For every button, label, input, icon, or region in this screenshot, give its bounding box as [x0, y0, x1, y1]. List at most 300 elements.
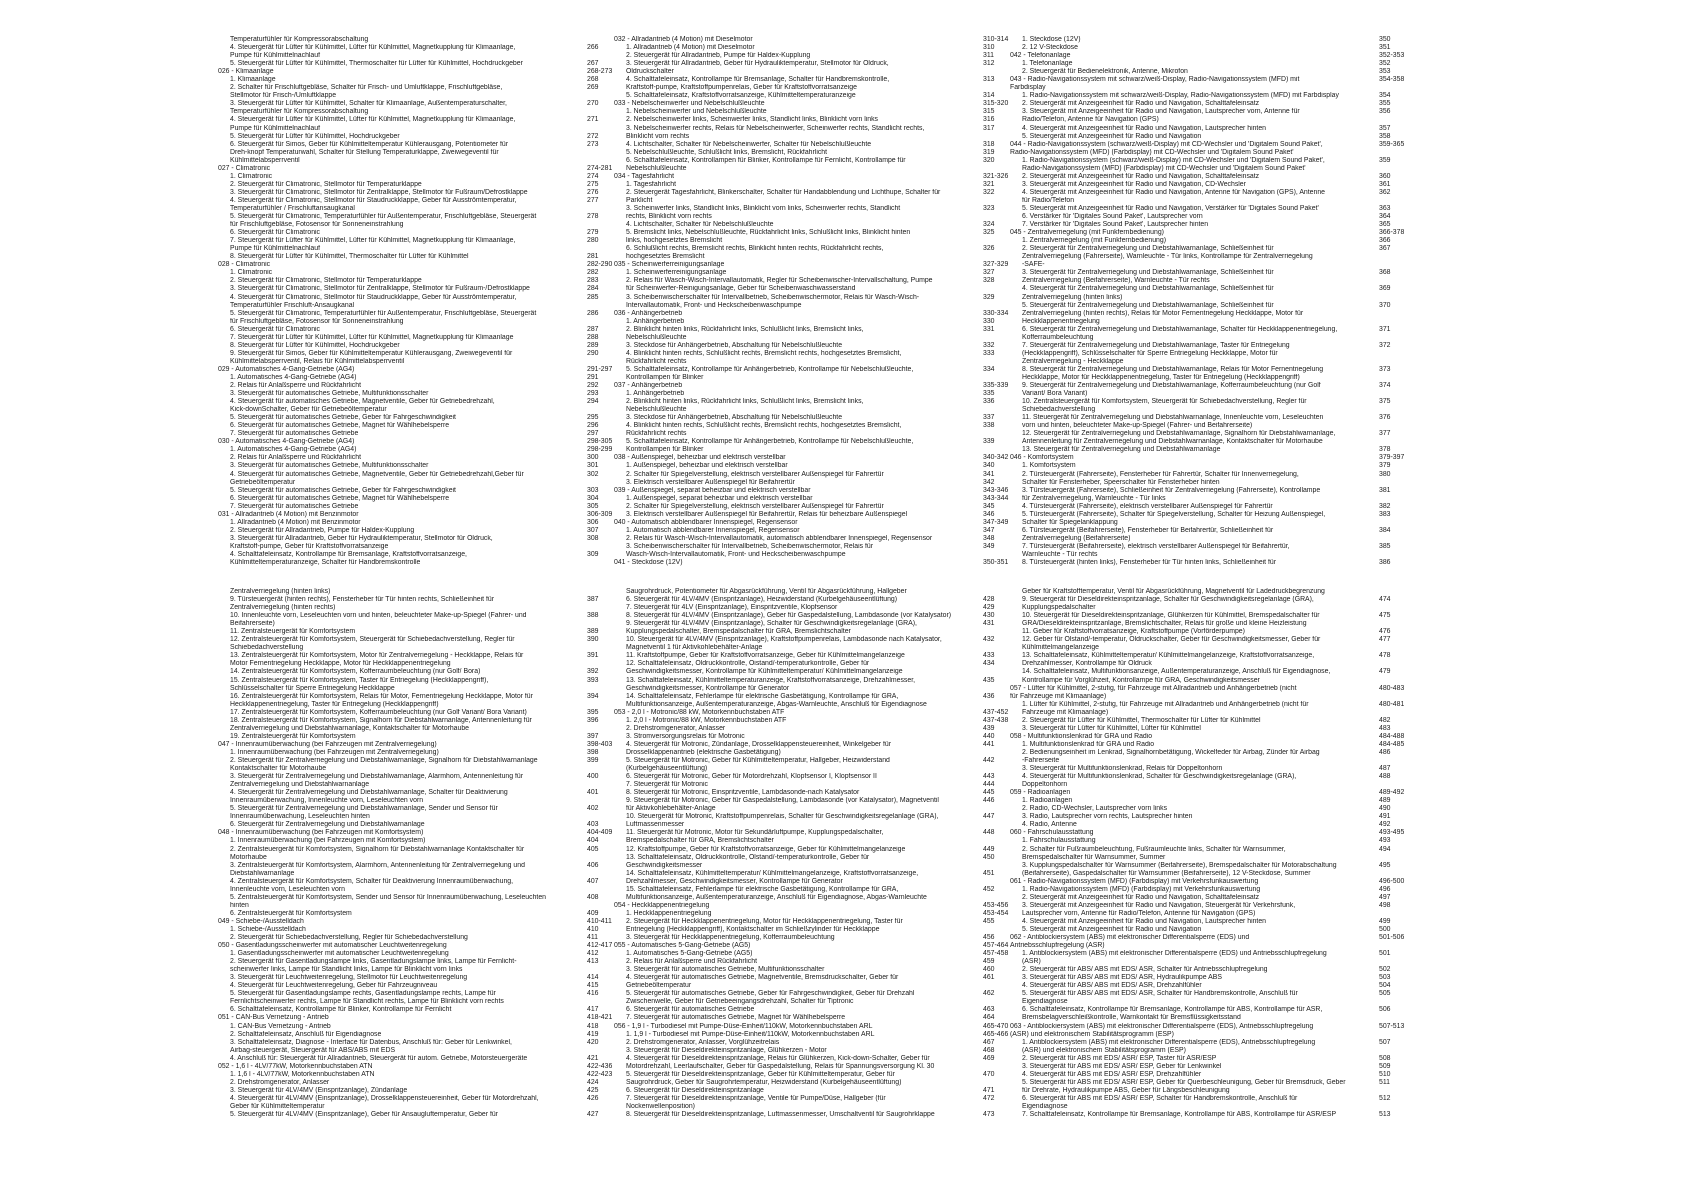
- page-number: 507-513: [1379, 1022, 1405, 1030]
- page-number: 476: [1379, 628, 1391, 636]
- entry-title: 5. Steuergerät für Dieseldirekteinspritzanlage, Geber für Kühlmitteltemperatur, Geber für: [626, 1070, 895, 1078]
- entry-title: 2. Steuergerät für Allradantrieb, Pumpe für Haldex-Kupplung: [626, 52, 811, 60]
- page-number: 472: [983, 1094, 995, 1102]
- toc-entry-row: [218, 628, 623, 636]
- page-number: 435: [983, 676, 995, 684]
- page-number: 297: [587, 430, 599, 438]
- page-number: [1379, 1087, 1415, 1095]
- page-number: 281: [587, 253, 599, 261]
- toc-entry-row: [1010, 479, 1415, 487]
- page-number: 506: [1379, 1006, 1391, 1014]
- entry-title: Stellmotor für Frisch-/Umluftklappe: [230, 92, 337, 100]
- toc-entry-row: [614, 422, 1019, 430]
- page-number: 456: [983, 934, 995, 942]
- toc-column-3: [1010, 36, 1415, 567]
- page-number: 406: [587, 861, 599, 869]
- page-number: 386: [1379, 559, 1391, 567]
- entry-title: 5. Steuergerät für Climatronic, Temperaturfühler für Außentemperatur, Frischluftgebläse, Steuergerät: [230, 213, 537, 221]
- page-number: [1379, 1103, 1415, 1111]
- toc-entry-row: [1010, 511, 1415, 519]
- toc-entry-row: [218, 717, 623, 725]
- toc-entry-row: [1010, 559, 1415, 567]
- toc-entry-row: [1010, 781, 1415, 789]
- page-number: 362: [1379, 188, 1391, 196]
- entry-title: 3. Steuergerät für Zentralverriegelung und Diebstahlwarnanlage, Alarmhorn, Antennenleitung für: [230, 773, 524, 781]
- toc-entry-row: [1010, 821, 1415, 829]
- entry-title: 4. Zentralsteuergerät für Komfortsystem, Schalter für Deaktivierung Innenraumüberwachung,: [230, 877, 514, 885]
- page-number: 484-488: [1379, 732, 1405, 740]
- toc-entry-row: [218, 213, 623, 221]
- toc-entry-row: [218, 982, 623, 990]
- toc-entry-row: [1010, 588, 1415, 596]
- entry-title: 3. Steckdose für Anhängerbetrieb, Abschaltung für Nebelschlußleuchte: [626, 341, 843, 349]
- entry-title: 4. Steuergerät für ABS mit EDS/ ASR/ ESP, Drehzahlfühler: [1022, 1070, 1202, 1078]
- section-title: 029 - Automatisches 4-Gang-Getriebe (AG4): [218, 365, 355, 373]
- entry-title: 1. CAN-Bus Vernetzung - Antrieb: [230, 1022, 331, 1030]
- section-title: 052 - 1,6 l - 4LV/77kW, Motorkennbuchstaben ATN: [218, 1062, 373, 1070]
- page-number: [1379, 479, 1415, 487]
- entry-title: 2. Schalter für Spiegelverstellung, elektrisch verstellbarer Außenspiegel für Fahrertür: [626, 502, 884, 510]
- page-number: 279: [587, 229, 599, 237]
- entry-title: Radio/Telefon, Antenne für Navigation (GPS): [1022, 116, 1159, 124]
- page-number: 268: [587, 76, 599, 84]
- page-number: 349: [983, 542, 995, 550]
- page-number: 270: [587, 100, 599, 108]
- entry-title: 2. Relais für Anlaßsperre und Rückfahrlicht: [230, 382, 361, 390]
- entry-title: für Frischluftgebläse, Fotosensor für Sonneneinstrahlung: [230, 317, 404, 325]
- page-number: 273: [587, 140, 599, 148]
- entry-title: Schiebedachverstellung: [230, 644, 304, 652]
- page-number: 380: [1379, 470, 1391, 478]
- page-number: 286: [587, 309, 599, 317]
- page-number: 404: [587, 837, 599, 845]
- entry-title: 11. Steuergerät für Zentralverriegelung und Diebstahlwarnanlage, Innenleuchte vorn, Leseleuchten: [1022, 414, 1324, 422]
- entry-title: 13. Zentralsteuergerät für Komfortsystem, Motor für Zentralverriegelung - Heckklappe, Relais für: [230, 652, 524, 660]
- page-number: 376: [1379, 414, 1391, 422]
- page-number: 379-397: [1379, 454, 1405, 462]
- entry-title: 5. Steuergerät für ABS mit EDS/ ASR/ ESP, Geber für Querbeschleunigung, Geber für Bremsdruck, Geber: [1022, 1078, 1346, 1086]
- toc-section-row: [614, 310, 1019, 318]
- toc-entry-row: [614, 390, 1019, 398]
- page-number: 310-314: [983, 36, 1009, 43]
- toc-entry-row: [614, 797, 1019, 805]
- page-number: 268-273: [587, 68, 613, 76]
- entry-title: Nebelschlußleuchte: [626, 333, 687, 341]
- entry-title: Multifunktionsanzeige, Außentemperaturanzeige, Anschluß für Eigendiagnose, Abgas-Warnleuchte: [626, 893, 927, 901]
- page-number: 395: [587, 708, 599, 716]
- entry-title: 3. Steuergerät mit Anzeigeeinheit für Radio und Navigation, Lautsprecher vorn, Antenne für: [1022, 108, 1300, 116]
- entry-title: 2. Bedienungseinheit im Lenkrad, Signalhornbetätigung, Wickelfeder für Airbag, Zünder für Airbag: [1022, 748, 1320, 756]
- entry-title: Innenleuchte vorn, Leseleuchten vorn: [230, 885, 345, 893]
- page-number: [1379, 1047, 1415, 1055]
- entry-title: 9. Türsteuergerät (hinten rechts), Fensterheber für Tür hinten rechts, Schließeinheit für: [230, 596, 495, 604]
- toc-entry-row: [218, 789, 623, 797]
- toc-entry-row: [218, 636, 623, 644]
- entry-title: 1. Telefonanlage: [1022, 60, 1073, 68]
- page-number: 304: [587, 494, 599, 502]
- entry-title: Zentralverriegelung und Diebstahlwarnanlage: [230, 781, 370, 789]
- entry-title: 3. Kupplungspedalschalter für Warnsummer (Beifahrerseite), Bremspedalschalter für Motorabschaltung: [1022, 861, 1337, 869]
- page-number: 385: [1379, 542, 1391, 550]
- entry-title: 13. Steuergerät für Zentralverriegelung und Diebstahlwarnanlage: [1022, 446, 1221, 454]
- page-number: 325: [983, 229, 995, 237]
- entry-title: (Kurbelgehäuseentlüftung): [626, 765, 708, 773]
- page-number: 335-339: [983, 382, 1009, 390]
- entry-title: Kick-downSchalter, Geber für Getriebeöltemperatur: [230, 406, 387, 414]
- entry-title: 1. Gasentladungsscheinwerfer mit automatischer Leuchtweitenregelung: [230, 950, 449, 958]
- page-number: 315: [983, 108, 995, 116]
- toc-section-row: [614, 454, 1019, 462]
- page-number: 284: [587, 285, 599, 293]
- toc-entry-row: [1010, 894, 1415, 902]
- toc-entry-row: [218, 358, 623, 366]
- toc-entry-row: [218, 116, 623, 124]
- entry-title: 1. Automatisch abblendbarer Innenspiegel, Regensensor: [626, 526, 800, 534]
- toc-entry-row: [1010, 886, 1415, 894]
- toc-entry-row: [1010, 773, 1415, 781]
- entry-title: 4. Schalttafeleinsatz, Kontrollampe für Bremsanlage, Schalter für Handbremskontrolle,: [626, 76, 890, 84]
- toc-entry-row: [218, 229, 623, 237]
- page-number: 337: [983, 414, 995, 422]
- page-number: 330: [983, 317, 995, 325]
- toc-section-row: [218, 165, 623, 173]
- entry-title: 14. Schalttafeleinsatz, Kühlmitteltemperatur/ Kühlmittelmangelanzeige, Kraftstoffvorratsanzeige,: [626, 869, 919, 877]
- toc-section-row: [614, 559, 1019, 567]
- toc-entry-row: [1010, 205, 1415, 213]
- entry-title: 7. Steuergerät für Lüfter für Kühlmittel, Lüfter für Kühlmittel, Magnetkupplung für Klimaanlage,: [230, 237, 516, 245]
- entry-title: Heckklappenentriegelung: [1022, 317, 1100, 325]
- entry-title: 1. Anhängerbetrieb: [626, 390, 685, 398]
- entry-title: 6. Schalttafeleinsatz, Kontrollampen für Blinker, Kontrollampe für Fernlicht, Kontrollampe für: [626, 156, 906, 164]
- toc-entry-row: [218, 495, 623, 503]
- page-number: 296: [587, 422, 599, 430]
- entry-title: 2. Relais für Anlaßsperre und Rückfahrlicht: [230, 454, 361, 462]
- page-number: 341: [983, 470, 995, 478]
- entry-title: 5. Türsteuergerät (Fahrerseite), Schalter für Spiegelverstellung, Schalter für Heizung Außenspiegel,: [1022, 510, 1326, 518]
- page-number: 328: [983, 277, 995, 285]
- entry-title: Zentralverriegelung (Fahrerseite), Warnleuchte - Tür links, Kontrollampe für Zentralverriegelung: [1022, 253, 1313, 261]
- toc-entry-row: [1010, 926, 1415, 934]
- page-number: 360: [1379, 172, 1391, 180]
- page-number: 397: [587, 732, 599, 740]
- entry-title: 4. Lichtschalter, Schalter für Nebelschlußleuchte: [626, 221, 774, 229]
- page-number: 322: [983, 188, 995, 196]
- entry-title: 7. Steuergerät für Dieseldirekteinspritzanlage, Ventile für Pumpe/Düse, Hallgeber (für: [626, 1094, 886, 1102]
- toc-entry-row: [1010, 157, 1415, 165]
- toc-entry-row: [614, 334, 1019, 342]
- entry-title: 4. Lichtschalter, Schalter für Nebelscheinwerfer, Schalter für Nebelschlußleuchte: [626, 140, 872, 148]
- page-number: 393: [587, 676, 599, 684]
- toc-entry-row: [218, 821, 623, 829]
- entry-title: 2. Steuergerät Tagesfahrlicht, Blinkerschalter, Schalter für Handabblendung und Lichthupe, Schalter für: [626, 188, 941, 196]
- toc-entry-row: [1010, 285, 1415, 293]
- toc-entry-row: [1010, 462, 1415, 470]
- entry-title: 11. Zentralsteuergerät für Komfortsystem: [230, 628, 356, 636]
- entry-title: 11. Kraftstoffpumpe, Geber für Kraftstoffvorratsanzeige, Geber für Kühlmittelmangelanzeige: [626, 652, 905, 660]
- page-number: 462: [983, 990, 995, 998]
- entry-title: 2. Türsteuergerät (Fahrerseite), Fensterheber für Fahrertür, Schalter für Innenverriegelung,: [1022, 470, 1299, 478]
- page-number: 354-358: [1379, 76, 1405, 84]
- entry-title: Multifunktionsanzeige, Außentemperaturanzeige, Abgas-Warnleuchte, Anschluß für Eigendiagnose: [626, 700, 927, 708]
- section-title: 038 - Außenspiegel, beheizbar und elektrisch verstellbar: [614, 454, 786, 462]
- toc-entry-row: [1010, 100, 1415, 108]
- page-number: 464: [983, 1014, 995, 1022]
- toc-section-row: [614, 519, 1019, 527]
- page-number: 489-492: [1379, 789, 1405, 797]
- page-number: 302: [587, 470, 599, 478]
- page-number: 293: [587, 390, 599, 398]
- toc-entry-row: [614, 846, 1019, 854]
- page-number: 347-349: [983, 518, 1009, 526]
- toc-entry-row: [218, 1039, 623, 1047]
- entry-title: 6. Steuergerät für automatisches Getriebe: [626, 1006, 755, 1014]
- entry-title: rechts, Blinklicht vorn rechts: [626, 213, 712, 221]
- toc-section-row: [1010, 934, 1415, 942]
- toc-entry-row: [614, 982, 1019, 990]
- entry-title: 6. Steuergerät für automatisches Getriebe, Magnet für Wählhebelsperre: [230, 494, 450, 502]
- toc-entry-row: [1010, 173, 1415, 181]
- page-number: [1379, 116, 1415, 124]
- toc-entry-row: [218, 693, 623, 701]
- page-number: [1379, 604, 1415, 612]
- entry-title: Zentralverriegelung (hinten rechts): [230, 604, 336, 612]
- toc-entry-row: [1010, 310, 1415, 318]
- toc-entry-row: [614, 92, 1019, 100]
- toc-entry-row: [614, 495, 1019, 503]
- entry-title: 4. Steuergerät für Leuchtweitenregelung, Geber für Fahrzeugniveau: [230, 982, 438, 990]
- entry-title: 4. Steuergerät für Lüfter für Kühlmittel, Lüfter für Kühlmittel, Magnetkupplung für Klimaanlage,: [230, 116, 516, 124]
- entry-title: 1. Allradantrieb (4 Motion) mit Dieselmotor: [626, 44, 755, 52]
- toc-entry-row: [614, 837, 1019, 845]
- toc-entry-row: [1010, 44, 1415, 52]
- toc-entry-row: [614, 701, 1019, 709]
- toc-entry-row: [614, 1006, 1019, 1014]
- entry-title: 7. Steuergerät für Motronic: [626, 781, 708, 789]
- toc-entry-row: [1010, 237, 1415, 245]
- toc-entry-row: [614, 116, 1019, 124]
- page-number: 404-409: [587, 829, 613, 837]
- page-number: 350-351: [983, 559, 1009, 567]
- page-number: 363: [1379, 204, 1391, 212]
- page-number: 275: [587, 180, 599, 188]
- toc-entry-row: [218, 479, 623, 487]
- toc-entry-row: [1010, 269, 1415, 277]
- page-number: 292: [587, 382, 599, 390]
- section-title: 040 - Automatisch abblendbarer Innenspiegel, Regensensor: [614, 518, 798, 526]
- page-number: 283: [587, 277, 599, 285]
- toc-entry-row: [218, 326, 623, 334]
- entry-title: 10. Zentralsteuergerät für Komfortsystem, Steuergerät für Schiebedachverstellung, Regler für: [1022, 398, 1307, 406]
- toc-entry-row: [614, 781, 1019, 789]
- toc-entry-row: [1010, 294, 1415, 302]
- entry-title: 3. Nebelscheinwerfer rechts, Relais für Nebelscheinwerfer, Scheinwerfer rechts, Standlicht rechts,: [626, 124, 925, 132]
- toc-entry-row: [614, 350, 1019, 358]
- toc-entry-row: [218, 781, 623, 789]
- entry-title: 3. Elektrisch verstellbarer Außenspiegel für Beifahrertür: [626, 478, 795, 486]
- entry-title: 5. Steuergerät für automatisches Getriebe, Geber für Fahrgeschwindigkeit: [230, 414, 456, 422]
- toc-entry-row: [614, 342, 1019, 350]
- section-title: 046 - Komfortsystem: [1010, 454, 1074, 462]
- entry-title: 1. Heckklappenentriegelung: [626, 909, 712, 917]
- entry-title: 1. Scheinwerferreinigungsanlage: [626, 269, 727, 277]
- entry-title: 3. Steuergerät für Multifunktionslenkrad, Relais für Doppeltonhorn: [1022, 765, 1223, 773]
- page-number: 434: [983, 660, 995, 668]
- page-number: 295: [587, 414, 599, 422]
- index-page-top: [0, 36, 1684, 567]
- page-number: 274-281: [587, 164, 613, 172]
- toc-entry-row: [218, 1006, 623, 1014]
- toc-entry-row: [614, 1079, 1019, 1087]
- toc-section-row: [614, 173, 1019, 181]
- toc-entry-row: [218, 677, 623, 685]
- page-number: [1379, 261, 1415, 269]
- page-number: 347: [983, 526, 995, 534]
- entry-title: 6. Schalttafeleinsatz, Kontrollampe für Bremsanlage, Kontrollampe für ABS, Kontrollampe für ASR,: [1022, 1006, 1323, 1014]
- entry-title: 8. Steuergerät für 4LV/4MV (Einspritzanlage), Geber für Gaspedalstellung, Lambdasonde (vor Katalysator): [626, 612, 952, 620]
- section-title: 047 - Innenraumüberwachung (bei Fahrzeugen mit Zentralverriegelung): [218, 740, 437, 748]
- entry-title: 6. Steuergerät für Zentralverriegelung und Diebstahlwarnanlage: [230, 821, 425, 829]
- toc-entry-row: [218, 125, 623, 133]
- page-number: 312: [983, 60, 995, 68]
- toc-entry-row: [1010, 60, 1415, 68]
- toc-section-row: [218, 366, 623, 374]
- toc-entry-row: [614, 878, 1019, 886]
- toc-entry-row: [218, 487, 623, 495]
- entry-title: Fahrzeuge mit Klimaanlage): [1022, 708, 1109, 716]
- page-number: 272: [587, 132, 599, 140]
- toc-entry-row: [614, 253, 1019, 261]
- page-number: 358: [1379, 132, 1391, 140]
- page-number: 436: [983, 692, 995, 700]
- toc-section-row: [1010, 693, 1415, 701]
- entry-title: 8. Steuergerät für Lüfter für Kühlmittel, Thermoschalter für Lüfter für Kühlmittel: [230, 253, 469, 261]
- page-number: 339: [983, 438, 995, 446]
- toc-entry-row: [614, 725, 1019, 733]
- page-number: 498: [1379, 901, 1391, 909]
- page-number: [1379, 197, 1415, 205]
- page-number: 413: [587, 958, 599, 966]
- page-number: 494: [1379, 845, 1391, 853]
- page-number: [1379, 910, 1415, 918]
- entry-title: für Zentralverriegelung, Warnleuchte - Tür links: [1022, 494, 1166, 502]
- page-number: 401: [587, 789, 599, 797]
- page-number: 288: [587, 333, 599, 341]
- entry-title: für Frischluftgebläse, Fotosensor für Sonneneinstrahlung: [230, 221, 404, 229]
- entry-title: 1. Automatisches 4-Gang-Getriebe (AG4): [230, 446, 357, 454]
- page-number: 416: [587, 990, 599, 998]
- page-number: 388: [587, 612, 599, 620]
- toc-entry-row: [218, 503, 623, 511]
- toc-entry-row: [614, 535, 1019, 543]
- entry-title: 12. Zentralsteuergerät für Komfortsystem, Steuergerät für Schiebedachverstellung, Regler für: [230, 636, 515, 644]
- page-number: 493: [1379, 837, 1391, 845]
- entry-title: 3. Steuergerät für Zentralverriegelung und Diebstahlwarnanlage, Schließeinheit für: [1022, 269, 1274, 277]
- toc-entry-row: [1010, 374, 1415, 382]
- entry-title: 2. 12 V-Steckdose: [1022, 44, 1078, 52]
- section-title: 027 - Climatronic: [218, 164, 271, 172]
- toc-entry-row: [614, 471, 1019, 479]
- toc-entry-row: [614, 733, 1019, 741]
- page-number: [1379, 358, 1415, 366]
- page-number: 487: [1379, 765, 1391, 773]
- entry-title: Diebstahlwarnanlage: [230, 869, 295, 877]
- entry-title: Kraftstoff-pumpe, Kraftstoffpumpenrelais, Geber für Kraftstoffvorratsanzeige: [626, 84, 857, 92]
- section-title: 042 - Telefonanlage: [1010, 52, 1071, 60]
- toc-entry-row: [218, 294, 623, 302]
- entry-title: Wasch-Wisch-Intervallautomatik, Front- und Heckscheibenwaschpumpe: [626, 551, 846, 558]
- page-number: 513: [1379, 1111, 1391, 1119]
- toc-entry-row: [1010, 1103, 1415, 1111]
- entry-title: Pumpe für Kühlmittelnachlauf: [230, 52, 321, 60]
- entry-title: 3. Steuergerät für Lüfter für Kühlmittel, Schalter für Klimaanlage, Außentemperaturschalter,: [230, 100, 507, 108]
- page-number: 326: [983, 245, 995, 253]
- toc-entry-row: [218, 1023, 623, 1031]
- entry-title: 2. Steuergerät für Gasentladungslampe links, Gasentladungslampe links, Lampe für Fernlicht-: [230, 958, 517, 966]
- page-number: 430: [983, 612, 995, 620]
- entry-title: 8. Steuergerät für Zentralverriegelung und Diebstahlwarnanlage, Relais für Motor Fernentriegelung: [1022, 365, 1324, 373]
- toc-section-row: [1010, 1023, 1415, 1031]
- toc-entry-row: [218, 934, 623, 942]
- section-title: 044 - Radio-Navigationssystem (schwarz/weiß-Display) mit CD-Wechsler und 'Digitalem Sound Paket',: [1010, 140, 1323, 148]
- toc-entry-row: [614, 237, 1019, 245]
- toc-entry-row: [1010, 958, 1415, 966]
- page-number: [1379, 870, 1415, 878]
- page-number: 440: [983, 732, 995, 740]
- entry-title: 7. Steuergerät für automatisches Getriebe: [230, 430, 359, 438]
- entry-title: 2. Relais für Wasch-Wisch-Intervallautomatik, automatisch abblendbarer Innenspiegel, Regensensor: [626, 534, 933, 542]
- page-number: 505: [1379, 990, 1391, 998]
- toc-entry-row: [614, 894, 1019, 902]
- entry-title: 1. Allradantrieb (4 Motion) mit Benzinmotor: [230, 518, 361, 526]
- toc-column-3: [1010, 588, 1415, 1119]
- entry-title: 3. Scheinwerfer links, Standlicht links, Blinklicht vorn links, Scheinwerfer rechts, Standlicht: [626, 204, 901, 212]
- page-number: 410: [587, 925, 599, 933]
- entry-title: für Drehrate, Hydraulikpumpe ABS, Geber für Längsbeschleunigung: [1022, 1086, 1230, 1094]
- page-number: 450: [983, 853, 995, 861]
- page-number: 443: [983, 773, 995, 781]
- toc-entry-row: [614, 693, 1019, 701]
- entry-title: 7. Steuergerät für Zentralverriegelung und Diebstahlwarnanlage, Taster für Entriegelung: [1022, 341, 1290, 349]
- entry-title: Dreh-knopf Temperaturwahl, Schalter für Stellung Temperaturklappe, Zweiwegeventil für: [230, 148, 499, 156]
- toc-entry-row: [1010, 805, 1415, 813]
- page-number: 412: [587, 950, 599, 958]
- page-number: 453-454: [983, 909, 1009, 917]
- entry-title: 5. Steuergerät für Motronic, Geber für Kühlmitteltemperatur, Hallgeber, Heizwiderstand: [626, 756, 890, 764]
- toc-entry-row: [218, 342, 623, 350]
- page-number: 321: [983, 180, 995, 188]
- entry-title: links, hochgesetztes Bremslicht: [626, 237, 723, 245]
- entry-title: 3. Steuergerät für ABS mit EDS/ ASR/ ESP, Geber für Lenkwinkel: [1022, 1062, 1222, 1070]
- toc-entry-row: [1010, 414, 1415, 422]
- entry-title: 5. Steuergerät für ABS/ ABS mit EDS/ ASR, Schalter für Handbremskontrolle, Anschluß für: [1022, 990, 1298, 998]
- toc-entry-row: [1010, 527, 1415, 535]
- entry-title: vorn und hinten, beleuchteter Make-up-Spiegel (Fahrer- und Beifahrerseite): [1022, 422, 1253, 430]
- toc-entry-row: [1010, 430, 1415, 438]
- toc-entry-row: [218, 894, 623, 902]
- toc-entry-row: [614, 821, 1019, 829]
- entry-title: Getriebeöltemperatur: [230, 478, 296, 486]
- toc-entry-row: [1010, 350, 1415, 358]
- entry-title: 3. Steuergerät für Allradantrieb, Geber für Hydrauliktemperatur, Stellmotor für Öldruck,: [626, 60, 889, 68]
- page-number: 305: [587, 502, 599, 510]
- toc-entry-row: [614, 950, 1019, 958]
- entry-title: 3. Steuergerät für 4LV/4MV (Einspritzanlage), Zündanlage: [230, 1086, 408, 1094]
- toc-entry-row: [218, 446, 623, 454]
- toc-section-row: [1010, 685, 1415, 693]
- page-number: [1379, 422, 1415, 430]
- entry-title: 5. Steuergerät für Climatronic, Temperaturfühler für Außentemperatur, Frischluftgebläse, Steuergerät: [230, 309, 537, 317]
- toc-entry-row: [614, 685, 1019, 693]
